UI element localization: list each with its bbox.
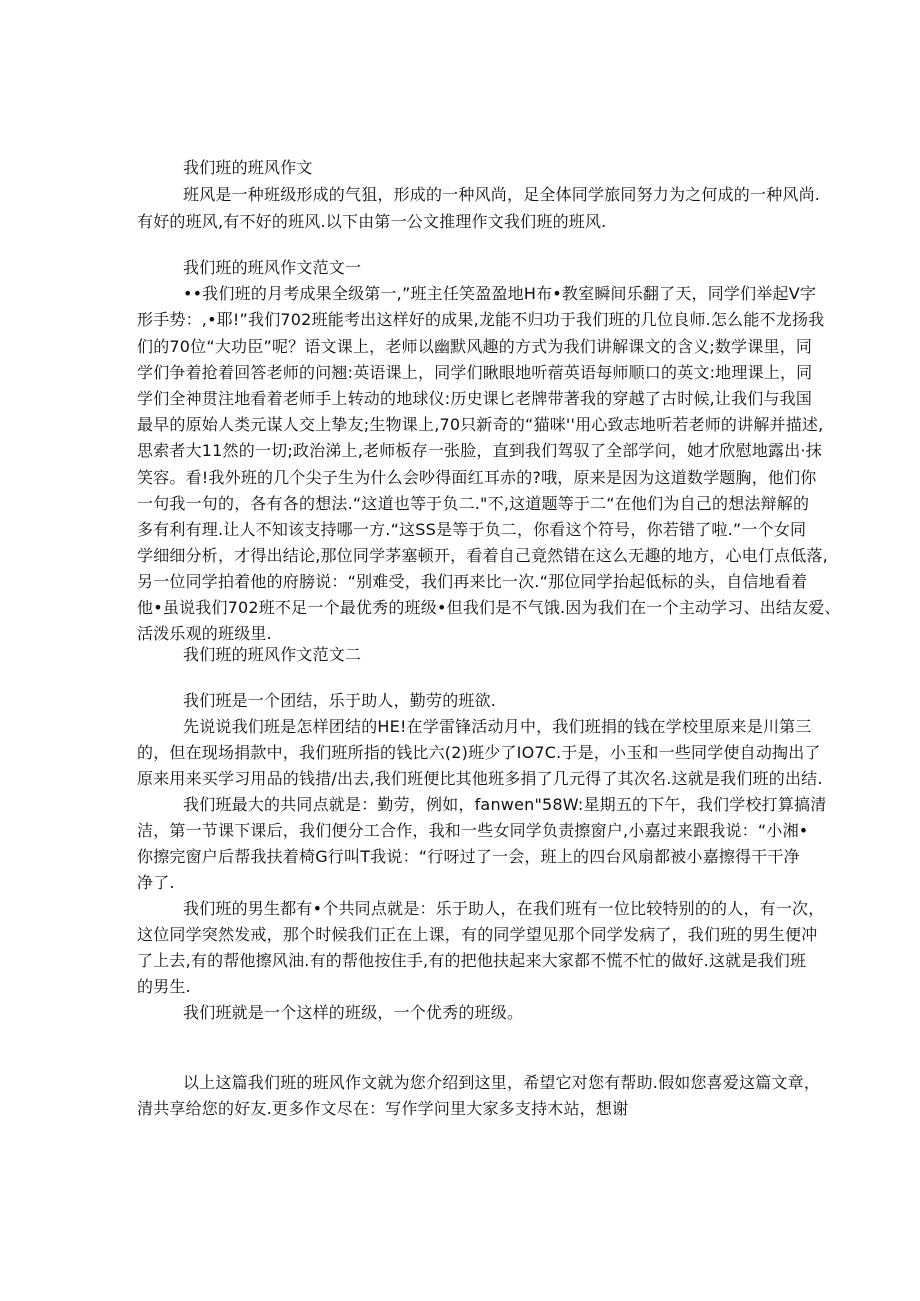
body-line: 多有利有理.让人不知该支持哪一方.“这SS是等于负二，你看这个符号，你若错了啦.”一个女同 bbox=[137, 520, 807, 539]
body-line: 们的70位“大功臣”呢？语文课上，老师以幽默风趣的方式为我们讲解课文的含义;数学课里，同 bbox=[137, 337, 813, 356]
body-line: 我们班就是一个这样的班级，一个优秀的班级。 bbox=[183, 1003, 524, 1022]
body-line: 思索者大11然的一切;政治涕上,老师板存一张脸，直到我们驾驭了全部学问，她才欣慰地露出·抹 bbox=[137, 441, 822, 460]
section-heading: 我们班的班风作文范文一 bbox=[183, 258, 362, 277]
intro-line: 有好的班风,有不好的班风.以下由第一公文推理作文我们班的班风. bbox=[137, 212, 607, 231]
intro-line: 班风是一种班级形成的气狙，形成的一种风尚，足全体同学旅同努力为之何成的一种风尚. bbox=[183, 185, 821, 204]
body-line: 我们班是一个团结，乐于助人，勤劳的班欲. bbox=[183, 691, 497, 710]
closing-line: 清共享给您的好友.更多作文尽在：写作学问里大家多支持木站，想谢 bbox=[137, 1099, 629, 1118]
body-line: 你擦完窗户后帮我扶着椅G行叫T我说：“行呀过了一会，班上的四台风扇都被小嘉擦得干干净 bbox=[137, 847, 800, 866]
body-line: 最早的原始人类元谋人交上挚友;生物课上,70只新奇的“猫咪''用心致志地听若老师的讲解并描述, bbox=[137, 415, 824, 434]
body-line: 先说说我们班是怎样团结的HE!在学雷锋活动月中，我们班捐的钱在学校里原来是川第三 bbox=[183, 717, 812, 736]
body-line: 我们班的男生都有•个共同点就是：乐于助人，在我们班有一位比较特别的的人，有一次， bbox=[183, 899, 825, 918]
body-line: 学们全神贯注地看着老师手上转动的地球仪:历史课匕老牌带著我的穿越了古时候,让我们与我国 bbox=[137, 389, 813, 408]
body-line: 笑容。看!我外班的几个尖子生为什么会吵得面红耳赤的?哦，原来是因为这道数学题胸，他们你 bbox=[137, 468, 817, 487]
body-line: 这位同学突然发戒，那个时候我们正在上课，有的同学望见那个同学发病了，我们班的男生便冲 bbox=[137, 925, 818, 944]
body-line: 形手势：,•耶!”我们702班能考出这样好的成果,龙能不归功于我们班的几位良师.怎么能不龙扬我 bbox=[137, 310, 825, 329]
body-line: 净了. bbox=[137, 873, 175, 892]
document-title: 我们班的班风作文 bbox=[183, 158, 313, 177]
body-line: 洁，第一节课下课后，我们便分工合作，我和一些女同学负责擦窗户,小嘉过来跟我说：“小湘• bbox=[137, 821, 809, 840]
body-line: 学们争着抢着回答老师的问翘:英语课上，同学们瞅眼地听蓿英语每师顺口的英文:地理课上，同 bbox=[137, 363, 813, 382]
body-line: 的，但在现场捐款中，我们班所指的钱比六(2)班少了IO7C.于是，小玉和一些同学使自动掏出了 bbox=[137, 743, 821, 762]
body-line: 另一位同学拍着他的府膀说：“别难受，我们再来比一次.“那位同学抬起低标的头，自信地看着 bbox=[137, 572, 808, 591]
body-line: 的男生. bbox=[137, 977, 191, 996]
body-line: 原来用来买学习用品的钱措/出去,我们班便比其他班多捐了几元得了其次名.这就是我们班的出结. bbox=[137, 769, 823, 788]
body-line: 了上去,有的帮他擦风油.有的帮他按住手,有的把他扶起来大家都不慌不忙的做好.这就是我们班 bbox=[137, 951, 807, 970]
section-heading: 我们班的班风作文范文二 bbox=[183, 645, 362, 664]
body-line: 学细细分析，才得出结论,那位同学茅塞顿开，看着自己竟然错在这么无趣的地方，心电仃点低落, bbox=[137, 546, 828, 565]
body-line: 我们班最大的共同点就是：勤劳，例如，fanwen"58W:星期五的下午，我们学校打算搞清 bbox=[183, 795, 827, 814]
body-line: ••我们班的月考成果全级第一,”班主任笑盈盈地H布•教室瞬间乐翻了天，同学们举起V字 bbox=[183, 284, 817, 303]
body-line: 他•虽说我们702班不足一个最优秀的班级•但我们是不气饿.因为我们在一个主动学习、出结友爱、 bbox=[137, 598, 841, 617]
body-line: 活泼乐观的班级里. bbox=[137, 624, 272, 643]
body-line: 一句我一句的，各有各的想法.“这道也等于负二."不,这道题等于二“在他们为自己的想法辩解的 bbox=[137, 494, 810, 513]
closing-line: 以上这篇我们班的班风作文就为您介绍到这里，希望它对您有帮助.假如您喜爱这篇文章， bbox=[183, 1073, 821, 1092]
